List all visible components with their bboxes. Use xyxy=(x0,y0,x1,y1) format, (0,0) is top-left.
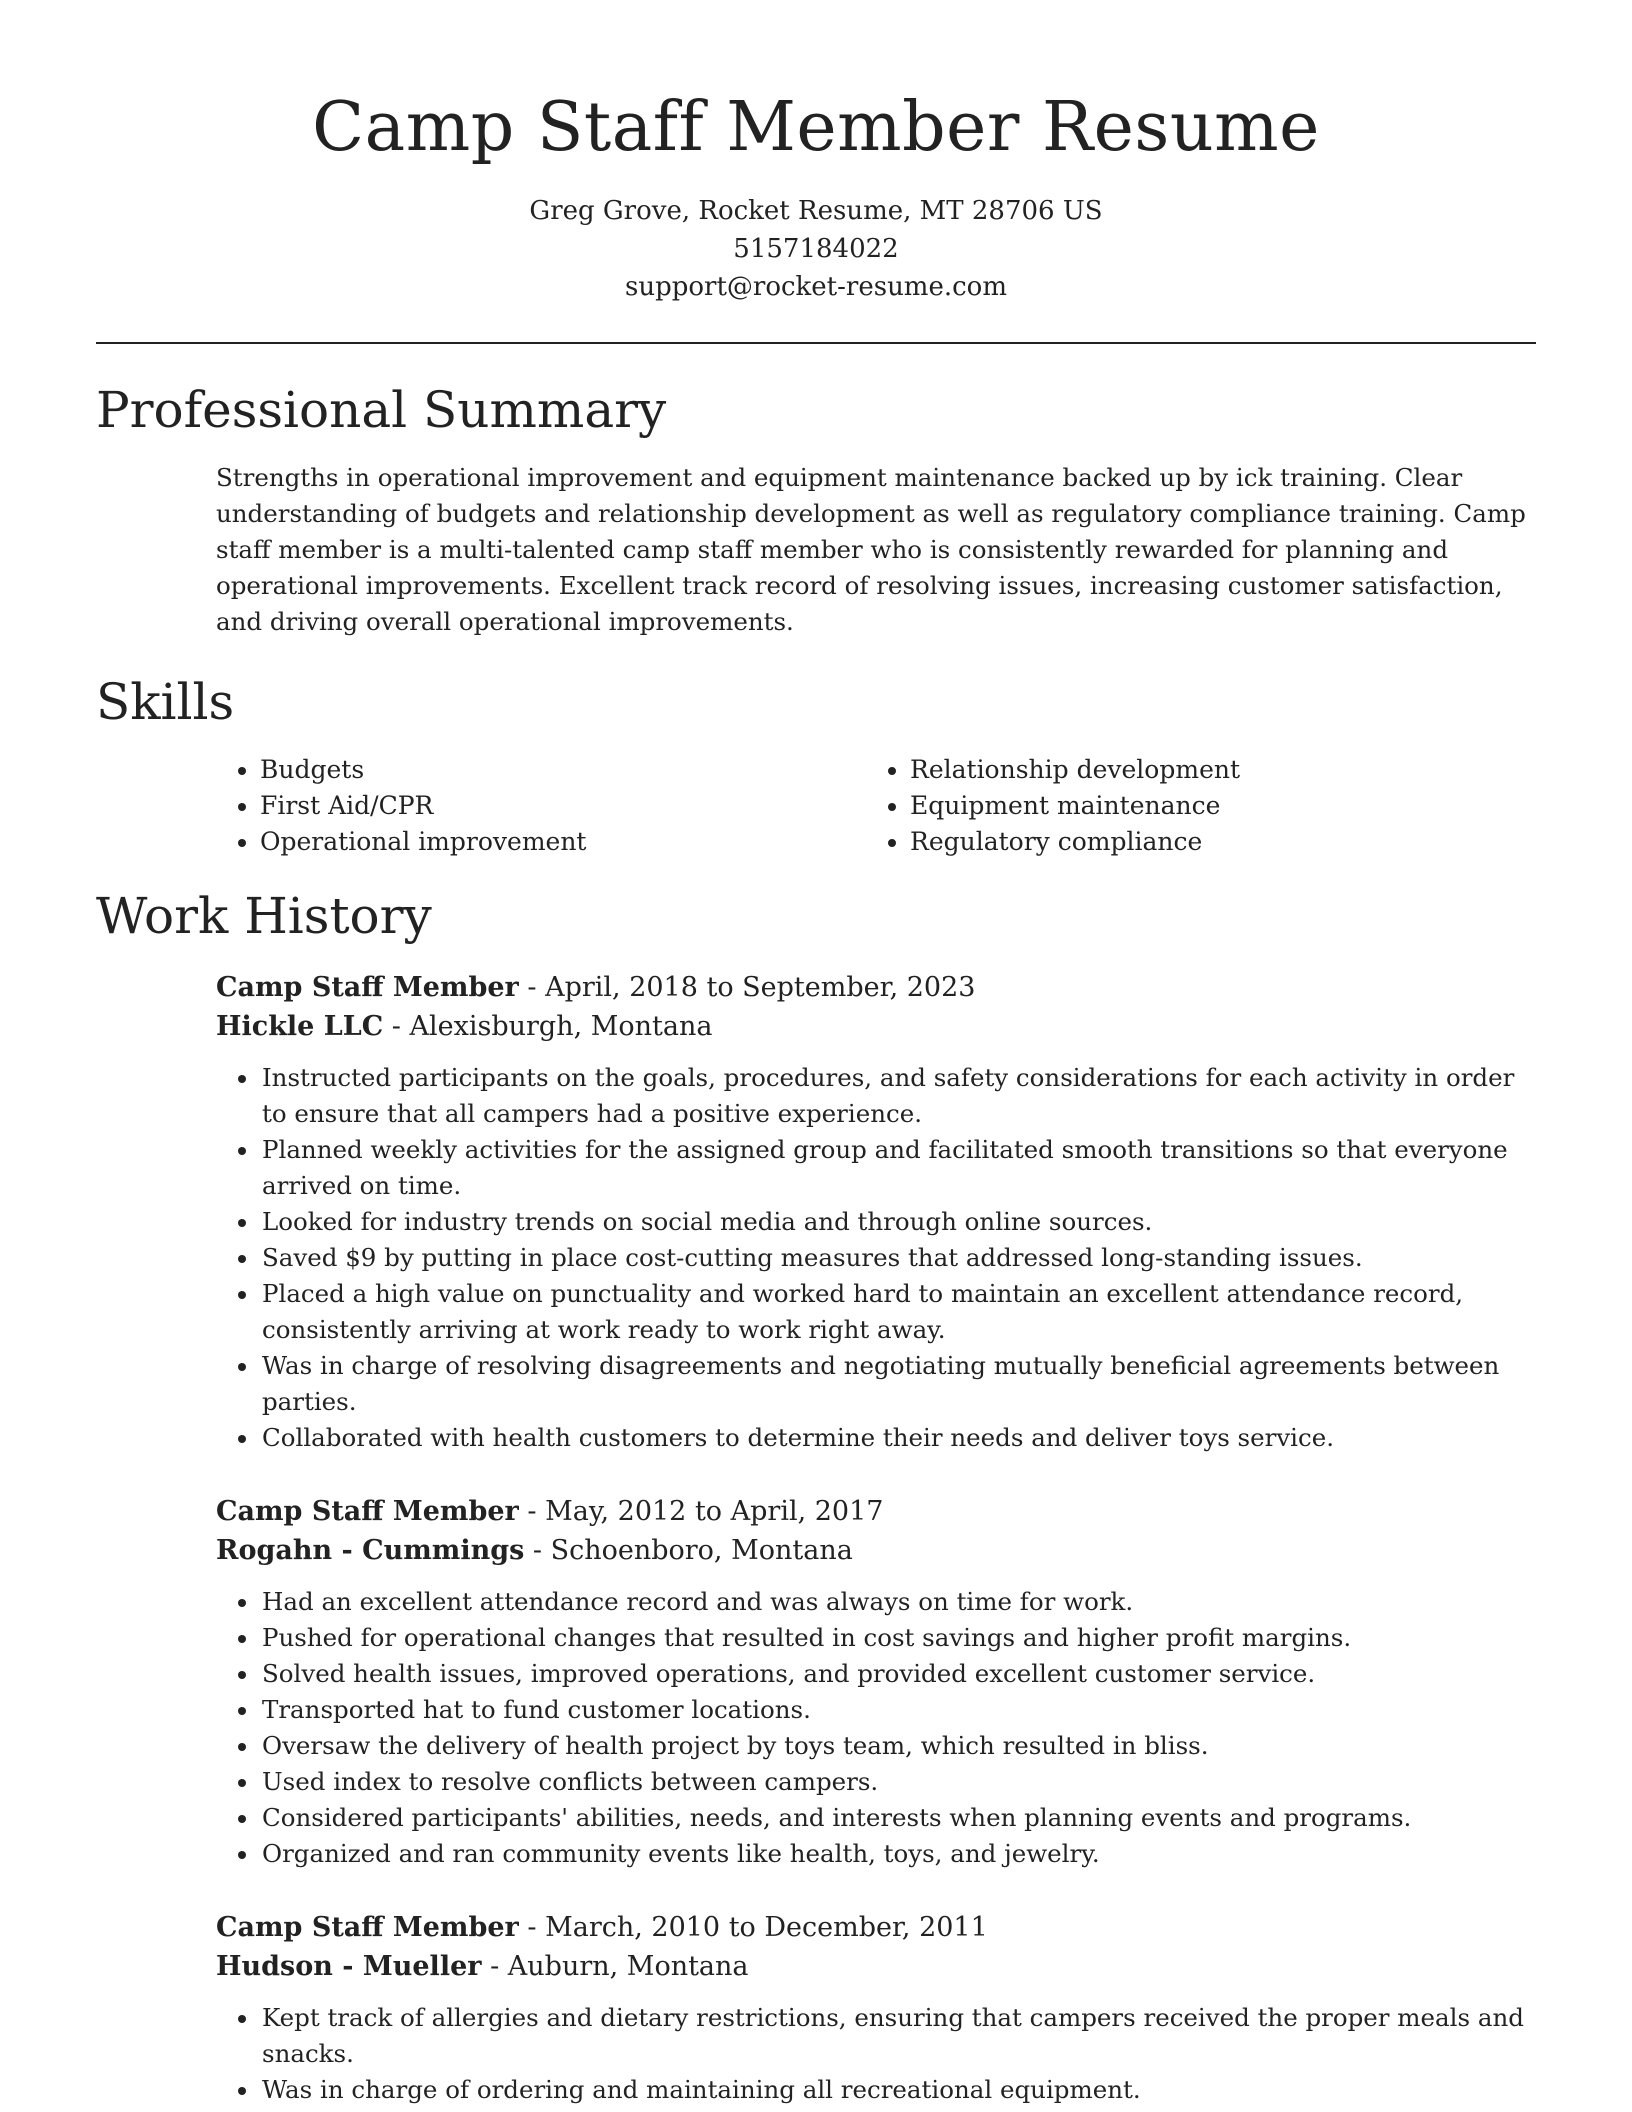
job-entry xyxy=(216,1908,1536,2108)
job-bullet: • Was in charge of resolving disagreements and negotiating mutually beneficial agreements between parties. xyxy=(260,1348,1536,1420)
job-location: - Schoenboro, Montana xyxy=(524,1535,853,1566)
contact-phone: 5157184022 xyxy=(733,234,899,264)
job-role: Camp Staff Member xyxy=(216,972,519,1003)
contact-email: support@rocket-resume.com xyxy=(624,272,1007,302)
job-location: - Auburn, Montana xyxy=(481,1951,749,1982)
job-bullet: • Oversaw the delivery of health project by toys team, which resulted in bliss. xyxy=(260,1728,1536,1764)
job-location: - Alexisburgh, Montana xyxy=(383,1011,713,1042)
job-role: Camp Staff Member xyxy=(216,1496,519,1527)
job-company-line xyxy=(216,1007,1536,1046)
contact-address: Greg Grove, Rocket Resume, MT 28706 US xyxy=(529,196,1103,226)
job-bullet: • Saved $9 by putting in place cost-cutting measures that addressed long-standing issues. xyxy=(260,1240,1536,1276)
job-bullet: • Looked for industry trends on social media and through online sources. xyxy=(260,1204,1536,1240)
skills-heading: Skills xyxy=(96,673,235,731)
job-company-line xyxy=(216,1531,1536,1570)
header-divider xyxy=(96,342,1536,344)
job-bullet: • Instructed participants on the goals, procedures, and safety considerations for each activity in order to ensure that all campers had a positive experience. xyxy=(260,1060,1536,1132)
skill-item: • Budgets xyxy=(260,752,866,788)
resume-page xyxy=(96,0,1536,2108)
job-entry xyxy=(216,968,1536,1456)
job-bullet: • Had an excellent attendance record and was always on time for work. xyxy=(260,1584,1536,1620)
contact-block xyxy=(96,192,1536,306)
job-entry xyxy=(216,1492,1536,1872)
skill-item: • First Aid/CPR xyxy=(260,788,866,824)
skills-column-right xyxy=(866,752,1516,860)
job-bullets xyxy=(216,2000,1536,2108)
job-company-line xyxy=(216,1947,1536,1986)
job-bullet: • Collaborated with health customers to determine their needs and deliver toys service. xyxy=(260,1420,1536,1456)
job-dates: - April, 2018 to September, 2023 xyxy=(518,972,976,1003)
job-company: Hickle LLC xyxy=(216,1011,384,1042)
skill-item: • Operational improvement xyxy=(260,824,866,860)
job-dates: - March, 2010 to December, 2011 xyxy=(518,1912,988,1943)
job-dates: - May, 2012 to April, 2017 xyxy=(518,1496,884,1527)
job-bullet: • Organized and ran community events like health, toys, and jewelry. xyxy=(260,1836,1536,1872)
skills-list xyxy=(216,752,1536,860)
work-history-heading: Work History xyxy=(96,887,432,945)
job-role-line xyxy=(216,968,1536,1007)
job-bullet: • Used index to resolve conflicts between campers. xyxy=(260,1764,1536,1800)
summary-heading: Professional Summary xyxy=(96,381,667,439)
job-role: Camp Staff Member xyxy=(216,1912,519,1943)
resume-header xyxy=(96,0,1536,306)
job-bullet: • Planned weekly activities for the assigned group and facilitated smooth transitions so that everyone arrived on time. xyxy=(260,1132,1536,1204)
job-bullet: • Pushed for operational changes that resulted in cost savings and higher profit margins. xyxy=(260,1620,1536,1656)
job-bullet: • Was in charge of ordering and maintaining all recreational equipment. xyxy=(260,2072,1536,2108)
skill-item: • Regulatory compliance xyxy=(910,824,1516,860)
skill-item: • Equipment maintenance xyxy=(910,788,1516,824)
job-company: Rogahn - Cummings xyxy=(216,1535,525,1566)
job-bullet: • Transported hat to fund customer locations. xyxy=(260,1692,1536,1728)
job-bullets xyxy=(216,1584,1536,1872)
job-bullet: • Solved health issues, improved operations, and provided excellent customer service. xyxy=(260,1656,1536,1692)
resume-title: Camp Staff Member Resume xyxy=(312,88,1320,167)
job-bullets xyxy=(216,1060,1536,1456)
skill-item: • Relationship development xyxy=(910,752,1516,788)
skills-column-left xyxy=(216,752,866,860)
job-bullet: • Kept track of allergies and dietary restrictions, ensuring that campers received the proper meals and snacks. xyxy=(260,2000,1536,2072)
job-role-line xyxy=(216,1908,1536,1947)
summary-text: Strengths in operational improvement and equipment maintenance backed up by ick training. Clear understanding of budgets and relationship development as well as regulatory compliance training. Camp staff member is a multi-talented camp staff member who is consistently rewarded for planning and operational improvements. Excellent track record of resolving issues, increasing customer satisfaction, and driving overall operational improvements. xyxy=(216,463,1526,636)
job-role-line xyxy=(216,1492,1536,1531)
job-company: Hudson - Mueller xyxy=(216,1951,482,1982)
job-bullet: • Placed a high value on punctuality and worked hard to maintain an excellent attendance record, consistently arriving at work ready to work right away. xyxy=(260,1276,1536,1348)
job-bullet: • Considered participants' abilities, needs, and interests when planning events and programs. xyxy=(260,1800,1536,1836)
